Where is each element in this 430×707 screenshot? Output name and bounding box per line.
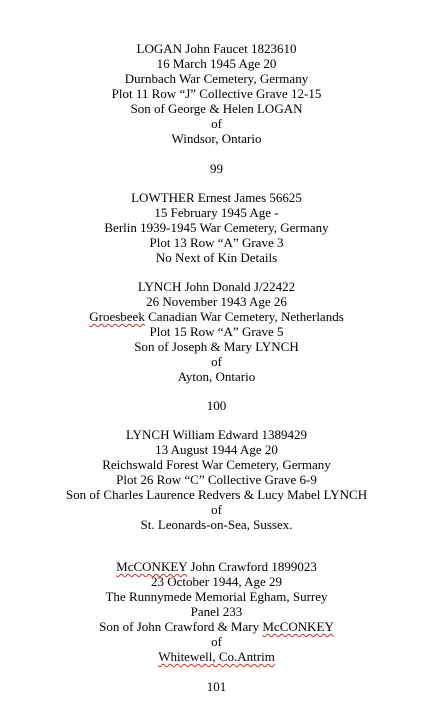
entry-mcconkey-panel: Panel 233 — [190, 604, 243, 619]
entry-lynch-william-parents: Son of Charles Laurence Redvers & Lucy Mabel LYNCH — [65, 487, 368, 502]
entry-logan-name: LOGAN John Faucet 1823610 — [136, 41, 297, 56]
name-text: John Crawford 1899023 — [187, 559, 317, 574]
entry-logan-date: 16 March 1945 Age 20 — [156, 56, 277, 71]
entry-lynch-john-name: LYNCH John Donald J/22422 — [137, 279, 296, 294]
spellcheck-word: McCONKEY — [116, 559, 188, 574]
spellcheck-word: McCONKEY — [262, 619, 334, 634]
entry-mcconkey-date: 23 October 1944, Age 29 — [150, 574, 283, 589]
page-number: 101 — [206, 679, 227, 694]
entry-lowther-date: 15 February 1945 Age - — [154, 205, 279, 220]
entry-logan-cemetery: Durnbach War Cemetery, Germany — [124, 71, 309, 86]
spellcheck-word: Groesbeek — [89, 309, 145, 324]
entry-lynch-william-cemetery: Reichswald Forest War Cemetery, Germany — [102, 457, 331, 472]
entry-lynch-william-name: LYNCH William Edward 1389429 — [126, 427, 307, 442]
entry-mcconkey-of: of — [211, 634, 222, 649]
entry-mcconkey-parents — [0, 619, 430, 634]
entry-lynch-william-hometown: St. Leonards-on-Sea, Sussex. — [140, 517, 293, 532]
page-number: 99 — [210, 161, 223, 176]
entry-mcconkey-memorial: The Runnymede Memorial Egham, Surrey — [105, 589, 328, 604]
entry-logan-hometown: Windsor, Ontario — [171, 131, 262, 146]
entry-mcconkey-name — [0, 559, 430, 574]
entry-lynch-john-of: of — [211, 354, 222, 369]
entry-lynch-john-hometown: Ayton, Ontario — [177, 369, 256, 384]
entry-lowther-name: LOWTHER Ernest James 56625 — [131, 190, 302, 205]
entry-mcconkey-hometown — [0, 649, 430, 664]
entry-lynch-william-of: of — [211, 502, 222, 517]
entry-lynch-john-parents: Son of Joseph & Mary LYNCH — [134, 339, 299, 354]
parents-text: Son of John Crawford & Mary — [99, 619, 263, 634]
spellcheck-word: Whitewell, Co.Antrim — [158, 649, 275, 664]
entry-lowther-plot: Plot 13 Row “A” Grave 3 — [149, 235, 284, 250]
page-number: 100 — [206, 398, 227, 413]
entry-lynch-john-date: 26 November 1943 Age 26 — [146, 294, 287, 309]
entry-lowther-cemetery: Berlin 1939-1945 War Cemetery, Germany — [104, 220, 329, 235]
entry-logan-of: of — [211, 116, 222, 131]
entry-lynch-william-plot: Plot 26 Row “C” Collective Grave 6-9 — [116, 472, 317, 487]
entry-logan-parents: Son of George & Helen LOGAN — [130, 101, 303, 116]
entry-lynch-john-cemetery — [0, 309, 430, 324]
entry-logan-plot: Plot 11 Row “J” Collective Grave 12-15 — [111, 86, 322, 101]
cemetery-text: Canadian War Cemetery, Netherlands — [144, 309, 344, 324]
entry-lowther-next-of-kin: No Next of Kin Details — [155, 250, 278, 265]
entry-lynch-john-plot: Plot 15 Row “A” Grave 5 — [149, 324, 284, 339]
entry-lynch-william-date: 13 August 1944 Age 20 — [155, 442, 278, 457]
